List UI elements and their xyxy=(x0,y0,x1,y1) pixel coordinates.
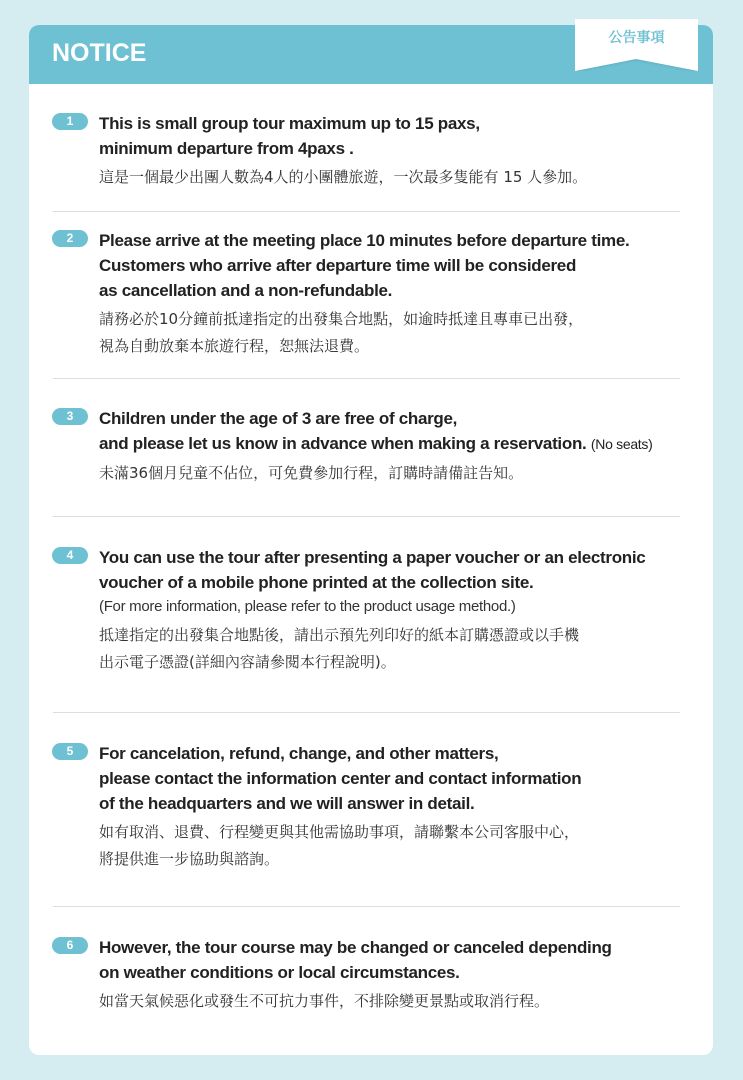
notice-text-en: voucher of a mobile phone printed at the collection site. xyxy=(99,573,534,592)
number-badge: 3 xyxy=(52,408,88,425)
notice-text-zh: 抵達指定的出發集合地點後，請出示預先列印好的紙本訂購憑證或以手機 xyxy=(99,626,580,644)
divider xyxy=(53,906,680,907)
notice-card xyxy=(29,25,713,1055)
notice-note: (No seats) xyxy=(590,436,653,452)
notice-text-zh: 視為自動放棄本旅遊行程，恕無法退費。 xyxy=(99,337,370,355)
notice-text-en-line xyxy=(99,431,699,457)
notice-text-zh: 如有取消、退費、行程變更與其他需協助事項，請聯繫本公司客服中心， xyxy=(99,823,580,841)
notice-text-en: Customers who arrive after departure time will be considered xyxy=(99,256,577,275)
notice-text-zh: 出示電子憑證(詳細內容請參閱本行程說明)。 xyxy=(99,653,396,671)
notice-text-zh: 這是一個最少出團人數為4人的小團體旅遊，一次最多隻能有 15 人參加。 xyxy=(99,168,588,186)
notice-title: NOTICE xyxy=(52,39,147,67)
notice-text-en: Children under the age of 3 are free of charge, xyxy=(99,409,458,428)
notice-subtext-en: (For more information, please refer to the product usage method.) xyxy=(99,598,516,615)
notice-text-en: on weather conditions or local circumstances. xyxy=(99,963,460,982)
notice-text-en: please contact the information center and contact information xyxy=(99,769,582,788)
divider xyxy=(53,516,680,517)
divider xyxy=(53,378,680,379)
number-badge: 1 xyxy=(52,113,88,130)
notice-text-en: and please let us know in advance when making a reservation. xyxy=(99,434,587,453)
divider xyxy=(53,211,680,212)
number-badge: 2 xyxy=(52,230,88,247)
notice-text-en: Please arrive at the meeting place 10 minutes before departure time. xyxy=(99,231,630,250)
notice-text-zh: 如當天氣候惡化或發生不可抗力事件，不排除變更景點或取消行程。 xyxy=(99,992,550,1010)
divider xyxy=(53,712,680,713)
notice-text-zh: 未滿36個月兒童不佔位，可免費參加行程，訂購時請備註告知。 xyxy=(99,464,524,482)
number-badge: 6 xyxy=(52,937,88,954)
ribbon-label: 公告事項 xyxy=(608,30,665,46)
notice-text-en: For cancelation, refund, change, and other matters, xyxy=(99,744,499,763)
notice-text-en: However, the tour course may be changed or canceled depending xyxy=(99,938,612,957)
notice-text-zh: 請務必於10分鐘前抵達指定的出發集合地點，如逾時抵達且專車已出發， xyxy=(99,310,584,328)
notice-text-zh: 將提供進一步協助與諮詢。 xyxy=(99,850,280,868)
notice-text-en: as cancellation and a non-refundable. xyxy=(99,281,393,300)
number-badge: 5 xyxy=(52,743,88,760)
notice-text-en: of the headquarters and we will answer in detail. xyxy=(99,794,475,813)
notice-text-en: This is small group tour maximum up to 15 paxs, xyxy=(99,114,480,133)
notice-text-en: minimum departure from 4paxs . xyxy=(99,139,354,158)
ribbon-tab xyxy=(575,19,698,71)
number-badge: 4 xyxy=(52,547,88,564)
notice-text-en: You can use the tour after presenting a paper voucher or an electronic xyxy=(99,548,646,567)
